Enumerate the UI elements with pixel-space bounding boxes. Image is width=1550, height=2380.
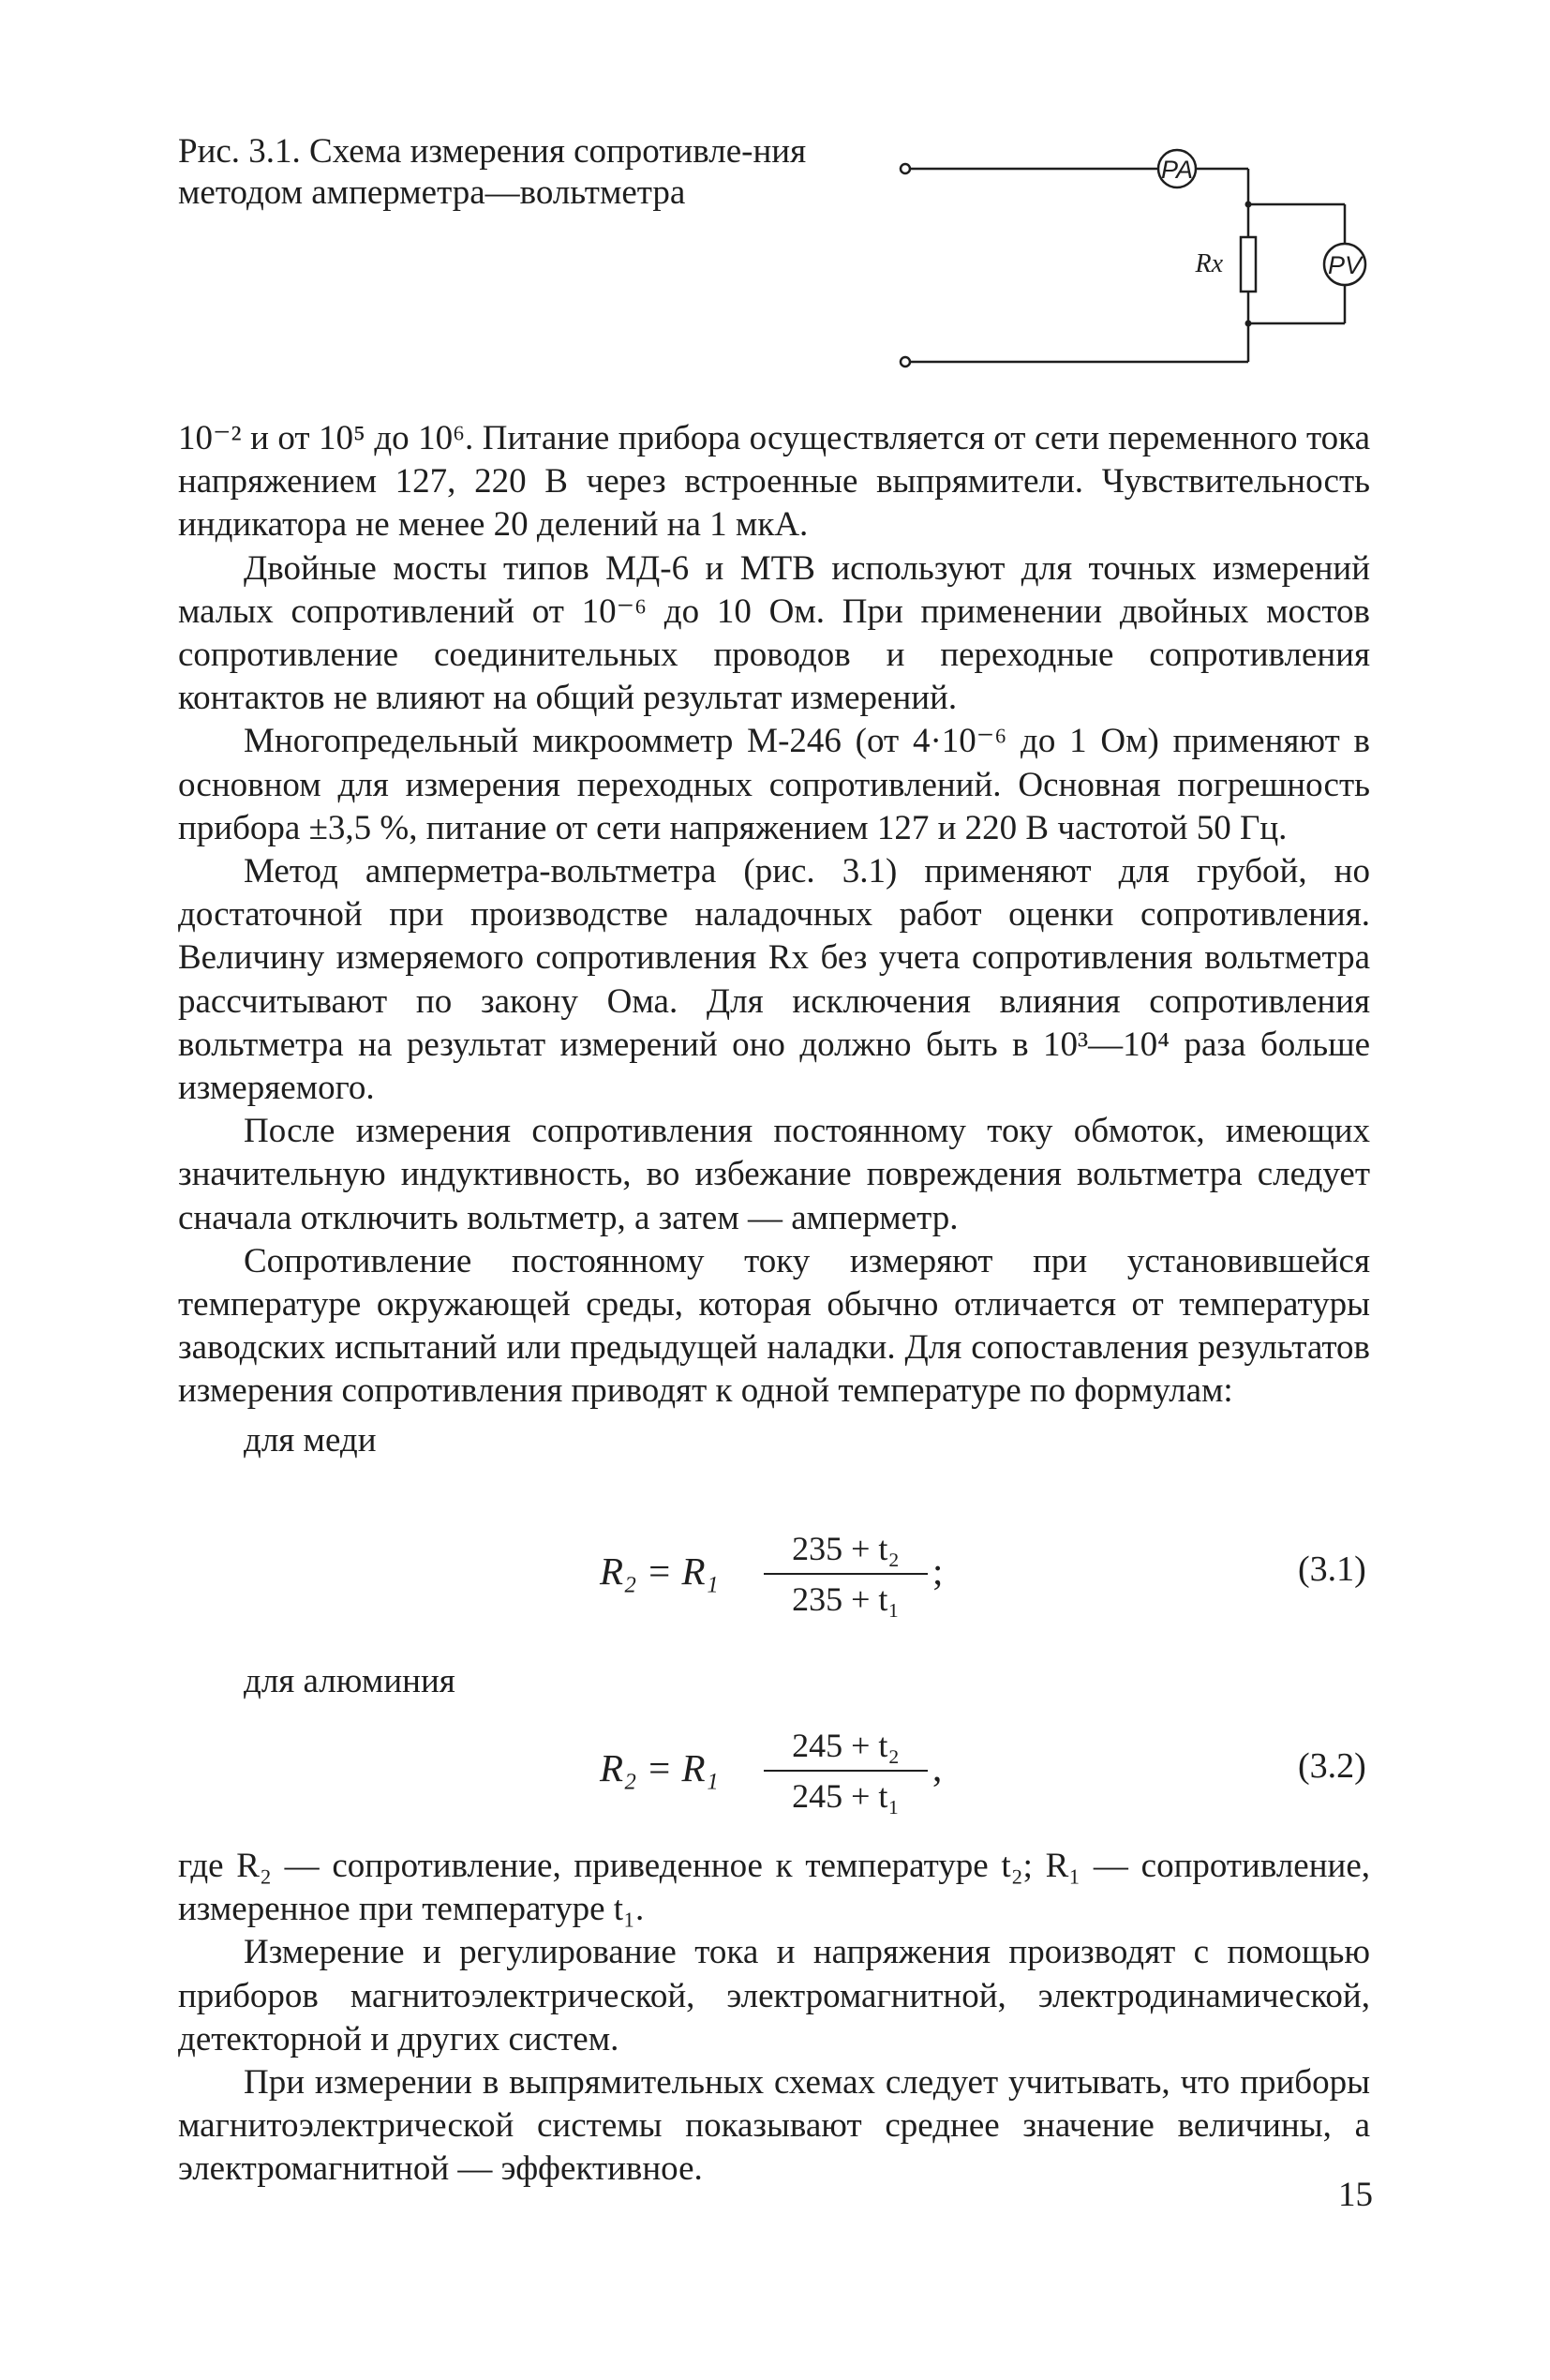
- formula-numerator: 235 + t₂: [792, 1530, 900, 1567]
- formula-fraction: [764, 1526, 928, 1622]
- equation-number: (3.2): [1298, 1746, 1366, 1786]
- terminal-top: [901, 164, 910, 173]
- formula-punct: ,: [932, 1746, 943, 1789]
- paragraph-7: где R₂ — сопротивление, приведенное к температуре t₂; R₁ — сопротивление, измеренное при температуре t₁.: [178, 1847, 1370, 1929]
- figure-caption: Рис. 3.1. Схема измерения сопротивле-ния методом амперметра—вольтметра: [178, 132, 807, 212]
- paragraph-5: После измерения сопротивления постоянному току обмоток, имеющих значительную индуктивность, во избежание повреждения вольтметра следует сначала отключить вольтметр, а затем — амперметр.: [178, 1112, 1370, 1237]
- formula-punct: ;: [932, 1549, 944, 1593]
- paragraph-9: При измерении в выпрямительных схемах следует учитывать, что приборы магнитоэлектрической системы показывают среднее значение величины, а электромагнитной — эффективное.: [178, 2063, 1370, 2189]
- equation-number: (3.1): [1298, 1549, 1366, 1589]
- formula-numerator: 245 + t₂: [792, 1727, 900, 1764]
- paragraph-6: Сопротивление постоянному току измеряют при установившейся температуре окружающей среды, которая обычно отличается от температуры заводских испытаний или предыдущей наладки. Для сопоставления результатов измерения сопротивления приводят к одной температуре по формулам:: [178, 1241, 1370, 1411]
- formula-denominator: 245 + t₁: [792, 1777, 900, 1815]
- formula-lhs: R₂ = R₁: [600, 1746, 719, 1789]
- formula-3-1: [600, 1526, 1366, 1639]
- circuit-diagram: [900, 141, 1424, 375]
- label-copper: для меди: [244, 1420, 377, 1459]
- body-text-bottom: [178, 1845, 1370, 2192]
- resistor-label: Rx: [1195, 249, 1223, 278]
- paragraph-2: Двойные мосты типов МД-6 и МТВ используют для точных измерений малых сопротивлений от 10⁻⁶ до 10 Ом. При применении двойных мостов сопротивление соединительных проводов и переходные сопротивления контактов не влияют на общий результат измерений.: [178, 548, 1370, 718]
- voltmeter-label: PV: [1327, 251, 1363, 279]
- paragraph-1: 10⁻² и от 10⁵ до 10⁶. Питание прибора осуществляется от сети переменного тока напряжением 127, 220 В через встроенные выпрямители. Чувствительность индикатора не менее 20 делений на 1 мкА.: [178, 419, 1370, 545]
- fraction-bar: [764, 1770, 928, 1772]
- paragraph-3: Многопредельный микроомметр М-246 (от 4·10⁻⁶ до 1 Ом) применяют в основном для измерения переходных сопротивлений. Основная погрешность прибора ±3,5 %, питание от сети напряжением 127 и 220 В частотой 50 Гц.: [178, 722, 1370, 847]
- formula-denominator: 235 + t₁: [792, 1580, 900, 1618]
- ammeter-label: PA: [1160, 156, 1194, 184]
- paragraph-8: Измерение и регулирование тока и напряжения производят с помощью приборов магнитоэлектрической, электромагнитной, электродинамической, детекторной и других систем.: [178, 1933, 1370, 2058]
- body-text: [178, 417, 1370, 1462]
- formula-3-2: [600, 1723, 1366, 1835]
- terminal-bottom: [901, 357, 910, 367]
- page-number: 15: [1338, 2176, 1373, 2214]
- circuit-svg: [900, 141, 1424, 375]
- formula-lhs: R₂ = R₁: [600, 1549, 719, 1593]
- fraction-bar: [764, 1573, 928, 1575]
- label-aluminium: для алюминия: [244, 1662, 455, 1700]
- paragraph-4: Метод амперметра-вольтметра (рис. 3.1) применяют для грубой, но достаточной при производстве наладочных работ оценки сопротивления. Величину измеряемого сопротивления Rx без учета сопротивления вольтметра рассчитывают по закону Ома. Для исключения влияния сопротивления вольтметра на результат измерений оно должно быть в 10³—10⁴ раза больше измеряемого.: [178, 852, 1370, 1108]
- resistor-rx: [1241, 237, 1256, 292]
- label-block-aluminium: [178, 1654, 1370, 1703]
- formula-fraction: [764, 1723, 928, 1819]
